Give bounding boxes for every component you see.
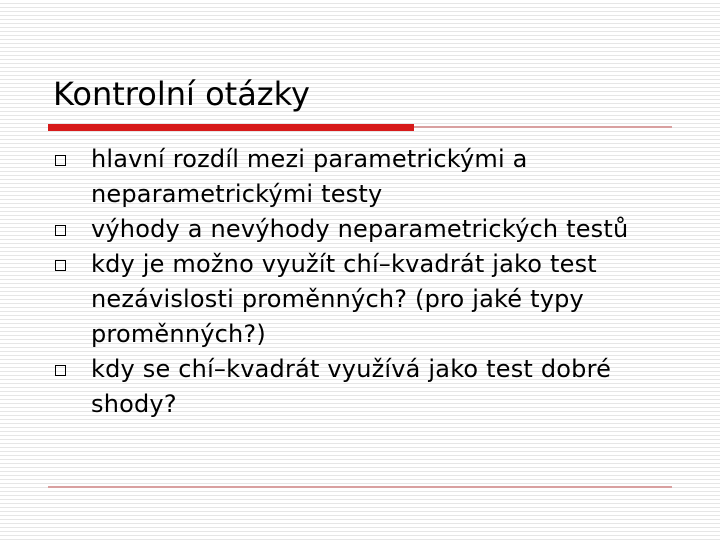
list-item	[53, 352, 683, 422]
title-underline-thin	[414, 126, 672, 128]
square-bullet-icon	[55, 365, 66, 376]
title-underline-accent	[48, 124, 414, 131]
list-item-text: kdy se chí–kvadrát využívá jako test dobré shody?	[91, 355, 612, 418]
square-bullet-icon	[55, 225, 66, 236]
slide-title: Kontrolní otázky	[53, 75, 310, 113]
footer-divider	[48, 486, 672, 488]
list-item	[53, 247, 683, 352]
question-list	[53, 142, 683, 422]
list-item-text: hlavní rozdíl mezi parametrickými a neparametrickými testy	[91, 145, 528, 208]
list-item	[53, 142, 683, 212]
list-item-text: výhody a nevýhody neparametrických testů	[91, 215, 629, 243]
square-bullet-icon	[55, 260, 66, 271]
square-bullet-icon	[55, 155, 66, 166]
list-item	[53, 212, 683, 247]
list-item-text: kdy je možno využít chí–kvadrát jako test nezávislosti proměnných? (pro jaké typy proměnných?)	[91, 250, 597, 348]
